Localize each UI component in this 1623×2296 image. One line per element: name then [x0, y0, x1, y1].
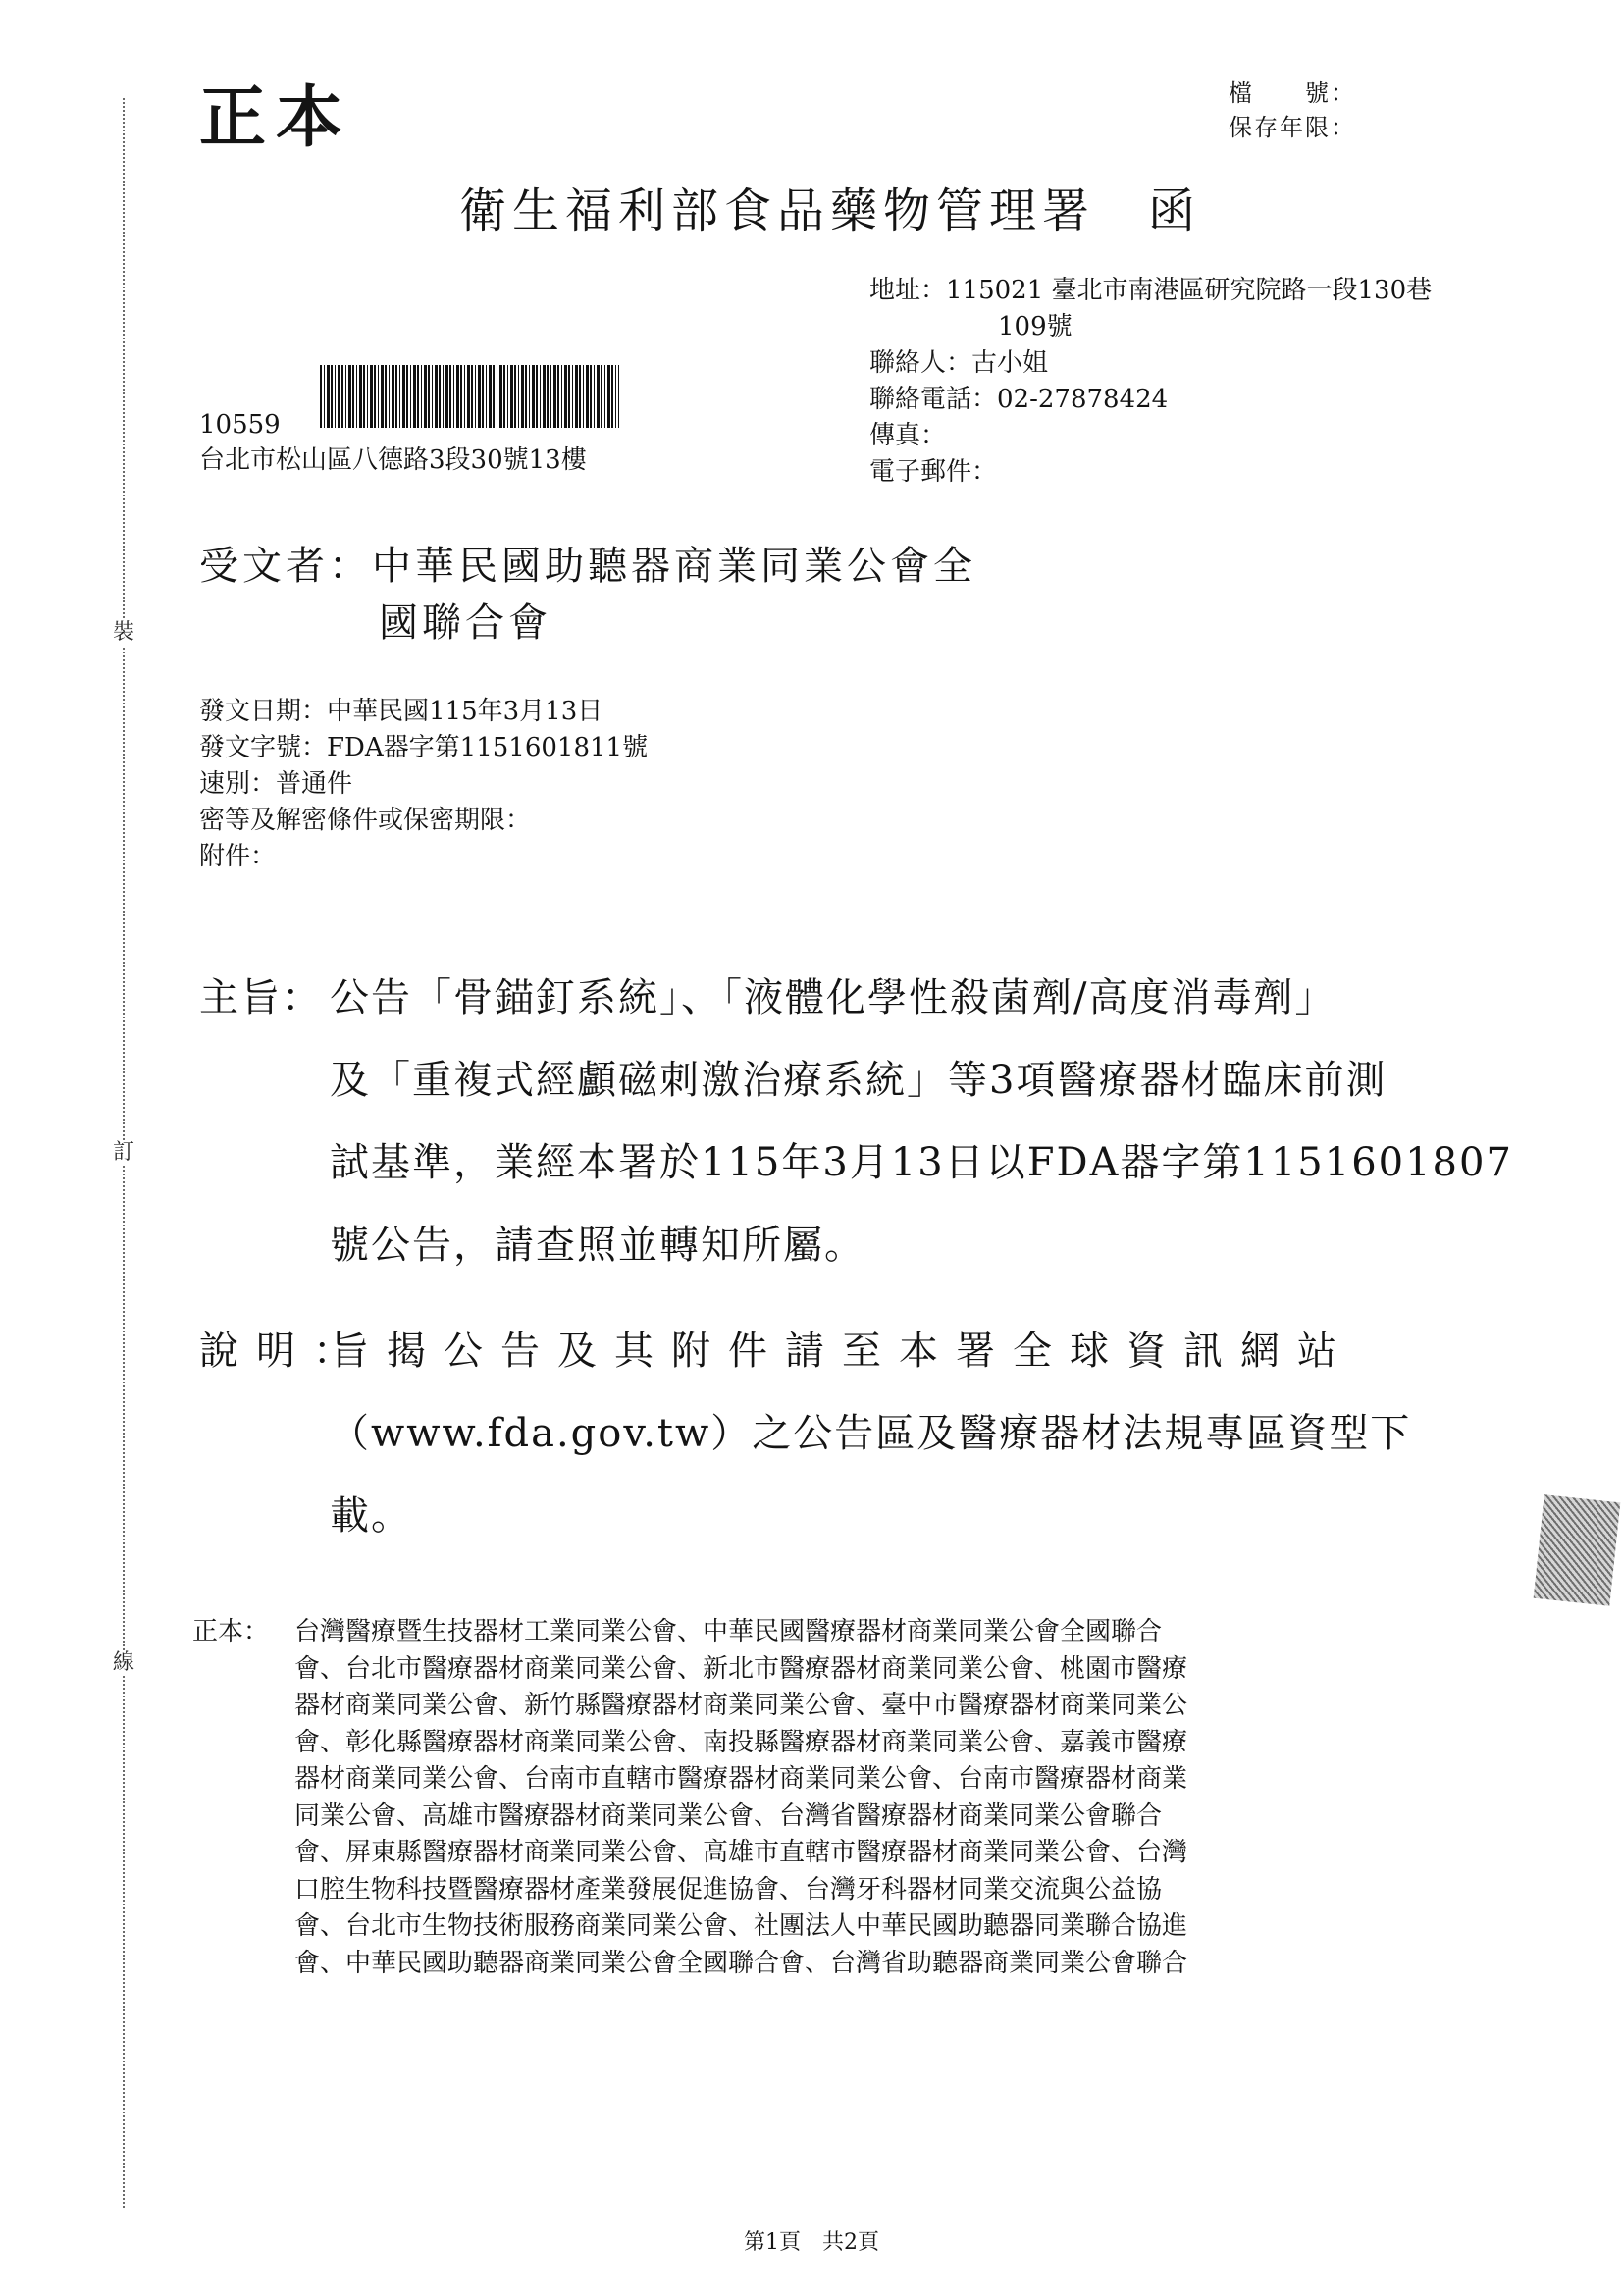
file-meta — [1229, 77, 1356, 145]
cc-line: 會、中華民國助聽器商業同業公會全國聯合會、台灣省助聽器商業同業公會聯合 — [294, 1948, 1188, 1978]
explanation-line: 載。 — [330, 1493, 412, 1539]
copy-mark: 正本 — [199, 78, 353, 157]
explanation-label: 說明： — [199, 1329, 370, 1374]
cc-line: 會、屏東縣醫療器材商業同業公會、高雄市直轄市醫療器材商業同業公會、台灣 — [294, 1838, 1188, 1867]
recipient-line: 受文者：中華民國助聽器商業同業公會全 — [199, 544, 976, 589]
official-seal-stamp — [1534, 1494, 1621, 1606]
explanation-line: 旨揭公告及其附件請至本署全球資訊網站 — [330, 1329, 1354, 1374]
cc-line: 同業公會、高雄市醫療器材商業同業公會、台灣省醫療器材商業同業公會聯合 — [294, 1800, 1163, 1831]
recipient-line-cont: 國聯合會 — [379, 600, 551, 646]
mailing-address: 台北市松山區八德路3段30號13樓 — [199, 445, 587, 475]
sender-contact: 聯絡人：古小姐 — [869, 348, 1049, 378]
cc-line: 會、彰化縣醫療器材商業同業公會、南投縣醫療器材商業同業公會、嘉義市醫療 — [294, 1727, 1188, 1757]
subject-section — [199, 957, 1513, 1286]
issue-date: 發文日期：中華民國115年3月13日 — [199, 697, 603, 726]
cc-line: 會、台北市生物技術服務商業同業公會、社團法人中華民國助聽器同業聯合協進 — [294, 1911, 1188, 1941]
sender-info — [869, 273, 1432, 491]
binding-mark-line: 線 — [110, 1650, 137, 1676]
sender-email: 電子郵件： — [869, 457, 998, 487]
file-number-label: 檔 號： — [1229, 79, 1356, 107]
cc-line: 會、台北市醫療器材商業同業公會、新北市醫療器材商業同業公會、桃園市醫療 — [294, 1653, 1188, 1684]
attachments: 附件： — [199, 842, 277, 871]
cc-line: 口腔生物科技暨醫療器材產業發展促進協會、台灣牙科器材同業交流與公益協 — [294, 1874, 1163, 1905]
delivery-speed: 速別：普通件 — [199, 769, 353, 799]
binding-mark-bind: 裝 — [110, 620, 137, 646]
document-title: 衛生福利部食品藥物管理署 函 — [459, 183, 1202, 238]
explanation-line: （www.fda.gov.tw）之公告區及醫療器材法規專區資型下 — [330, 1411, 1412, 1456]
subject-line: 公告「骨錨釘系統」、「液體化學性殺菌劑/高度消毒劑」 — [330, 975, 1336, 1020]
cc-section — [192, 1614, 1468, 1982]
binding-mark-staple: 訂 — [110, 1140, 137, 1166]
recipient — [199, 538, 976, 652]
cc-label: 正本： — [192, 1617, 270, 1646]
cc-line: 器材商業同業公會、新竹縣醫療器材商業同業公會、臺中市醫療器材商業同業公 — [294, 1691, 1188, 1720]
cc-line: 器材商業同業公會、台南市直轄市醫療器材商業同業公會、台南市醫療器材商業 — [294, 1764, 1188, 1794]
page-number: 第1頁 共2頁 — [744, 2230, 879, 2255]
sender-phone: 聯絡電話：02-27878424 — [869, 385, 1169, 414]
sender-address-cont: 109號 — [998, 312, 1073, 341]
subject-line: 試基準，業經本署於115年3月13日以FDA器字第1151601807 — [330, 1140, 1513, 1185]
subject-line: 號公告，請查照並轉知所屬。 — [330, 1223, 865, 1268]
subject-line: 及「重複式經顱磁刺激治療系統」等3項醫療器材臨床前測 — [330, 1058, 1387, 1103]
sender-address: 地址：115021 臺北市南港區研究院路一段130巷 — [869, 276, 1433, 305]
postal-code: 10559 — [199, 410, 281, 440]
subject-label: 主旨： — [199, 975, 323, 1020]
document-number: 發文字號：FDA器字第1151601811號 — [199, 733, 649, 762]
explanation-section — [199, 1310, 1475, 1557]
document-details — [199, 694, 648, 875]
retention-label: 保存年限： — [1229, 114, 1356, 141]
cc-line: 台灣醫療暨生技器材工業同業公會、中華民國醫療器材商業同業公會全國聯合 — [294, 1617, 1163, 1646]
secrecy-level: 密等及解密條件或保密期限： — [199, 806, 532, 835]
recipient-address — [199, 407, 587, 478]
sender-fax: 傳真： — [869, 421, 947, 450]
